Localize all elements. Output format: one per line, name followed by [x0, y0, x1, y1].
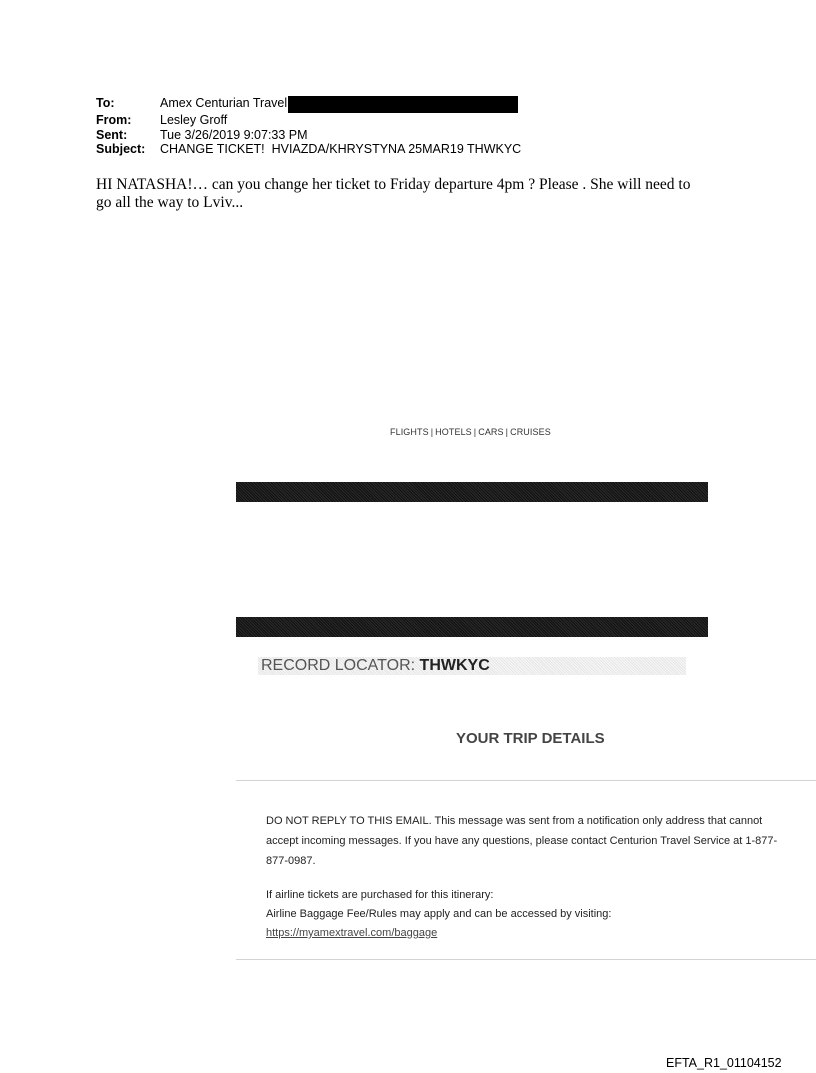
- sent-label: Sent:: [96, 127, 128, 142]
- nav-separator: |: [505, 427, 509, 437]
- airline-info: [266, 886, 786, 943]
- subject-label: Subject:: [96, 142, 146, 156]
- trip-details-title: YOUR TRIP DETAILS: [456, 730, 605, 747]
- email-body: [96, 176, 736, 212]
- airline-info-line: If airline tickets are purchased for this itinerary:: [266, 889, 494, 901]
- email-header: [96, 96, 521, 157]
- record-locator-label: RECORD LOCATOR:: [261, 657, 420, 674]
- nav-hotels[interactable]: HOTELS: [435, 427, 472, 437]
- no-reply-notice: DO NOT REPLY TO THIS EMAIL. This message was sent from a notification only address that cannot accept incoming messages. If you have any questions, please contact Centurion Travel Service at 1-877-877-0987.: [266, 815, 778, 867]
- sent-value: Tue 3/26/2019 9:07:33 PM: [160, 127, 308, 142]
- to-row: [96, 96, 521, 113]
- nav-cruises[interactable]: CRUISES: [510, 427, 551, 437]
- document-id: EFTA_R1_01104152: [666, 1056, 782, 1070]
- nav-flights[interactable]: FLIGHTS: [390, 427, 429, 437]
- from-value: Lesley Groff: [160, 113, 228, 127]
- body-line: go all the way to Lviv...: [96, 194, 244, 211]
- travel-nav: [390, 427, 551, 437]
- record-locator: [258, 657, 686, 675]
- from-label: From:: [96, 113, 132, 127]
- body-line: HI NATASHA!… can you change her ticket to Friday departure 4pm ? Please . She will need to: [96, 176, 691, 193]
- nav-separator: |: [430, 427, 434, 437]
- subject-value: CHANGE TICKET! HVIAZDA/KHRYSTYNA 25MAR19 THWKYC: [160, 142, 522, 156]
- redaction-block: [288, 96, 518, 113]
- redaction-bar: [236, 482, 708, 502]
- from-row: [96, 113, 521, 128]
- to-label: To:: [96, 96, 115, 110]
- to-value: Amex Centurian Travel: [160, 96, 288, 110]
- subject-row: [96, 142, 521, 157]
- divider: [236, 959, 816, 960]
- divider: [236, 780, 816, 781]
- baggage-link[interactable]: https://myamextravel.com/baggage: [266, 927, 438, 939]
- record-locator-code: THWKYC: [419, 657, 490, 674]
- airline-info-line: Airline Baggage Fee/Rules may apply and can be accessed by visiting:: [266, 908, 612, 920]
- nav-cars[interactable]: CARS: [478, 427, 504, 437]
- sent-row: [96, 128, 521, 143]
- redaction-bar: [236, 617, 708, 637]
- nav-separator: |: [473, 427, 477, 437]
